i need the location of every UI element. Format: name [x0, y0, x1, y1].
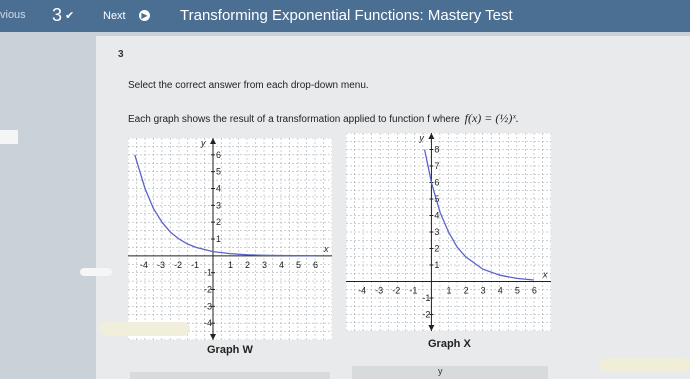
y-tick-label: -3	[204, 301, 213, 312]
x-tick-label: 6	[313, 259, 319, 270]
x-tick-label: 1	[228, 259, 234, 270]
next-arrow-icon[interactable]: ▶	[139, 10, 150, 21]
y-tick-label: 5	[216, 166, 222, 177]
graph-w	[128, 138, 332, 340]
screen-glare	[100, 322, 190, 336]
function-formula: f(x) = (½)ˣ.	[464, 111, 519, 125]
y-tick-label: -4	[204, 318, 213, 329]
next-button[interactable]: Next	[103, 10, 126, 22]
y-tick-label: 2	[216, 217, 222, 228]
x-tick-label: 6	[531, 285, 537, 296]
x-tick-label: 5	[296, 259, 302, 270]
graph-w-caption: Graph W	[207, 344, 253, 356]
previous-button[interactable]: vious	[0, 9, 26, 21]
x-tick-label: -4	[140, 259, 149, 270]
screen-glare	[80, 268, 112, 276]
x-tick-label: 1	[446, 285, 452, 296]
x-tick-label: -3	[375, 285, 384, 296]
y-axis-label: y	[201, 138, 206, 148]
x-tick-label: 2	[463, 285, 469, 296]
screen-glare	[0, 130, 18, 144]
y-tick-label: -2	[204, 284, 213, 295]
y-tick-label: 8	[434, 144, 440, 155]
y-tick-label: 6	[216, 149, 222, 160]
y-tick-label: -1	[204, 267, 213, 278]
y-tick-label: -2	[422, 309, 431, 320]
x-tick-label: 5	[514, 285, 520, 296]
y-tick-label: 2	[434, 243, 440, 254]
x-tick-label: 4	[279, 259, 285, 270]
prompt-text: Each graph shows the result of a transformation applied to function f where	[128, 114, 460, 125]
chevron-down-icon[interactable]: ✔	[65, 10, 75, 22]
question-number-selector[interactable]: 3	[52, 5, 63, 25]
y-tick-label: 5	[434, 194, 440, 204]
x-tick-label: 3	[480, 285, 486, 296]
screen-glare	[600, 358, 690, 372]
x-axis-label: x	[324, 243, 329, 254]
question-badge: 3	[118, 49, 124, 60]
x-tick-label: -2	[392, 285, 401, 296]
x-tick-label: -2	[174, 259, 183, 270]
x-tick-label: 2	[245, 259, 251, 270]
graph-x-caption: Graph X	[428, 338, 471, 350]
y-tick-label: 4	[434, 210, 440, 221]
x-tick-label: -3	[157, 259, 166, 270]
y-tick-label: 7	[434, 161, 440, 171]
next-graph-box	[130, 372, 330, 379]
instruction-text: Select the correct answer from each drop-down menu.	[128, 80, 369, 91]
x-tick-label: 3	[262, 259, 268, 270]
next-graph-box	[352, 366, 548, 379]
y-tick-label: 4	[216, 183, 222, 194]
y-tick-label: 6	[434, 177, 440, 188]
x-tick-label: -1	[409, 285, 418, 296]
x-tick-label: -1	[191, 259, 200, 270]
y-tick-label: -1	[422, 293, 431, 303]
question-prompt	[128, 111, 519, 126]
next-graph-y-label: y	[438, 366, 443, 376]
y-tick-label: 3	[434, 227, 440, 237]
x-tick-label: 4	[497, 285, 503, 296]
y-tick-label: 1	[434, 260, 440, 270]
y-tick-label: 1	[216, 234, 222, 244]
y-tick-label: 3	[216, 200, 222, 211]
y-axis-label: y	[419, 133, 424, 143]
x-axis-label: x	[543, 269, 548, 280]
graph-x	[346, 133, 551, 331]
x-tick-label: -4	[358, 285, 367, 296]
top-navigation-bar	[0, 0, 690, 32]
test-title: Transforming Exponential Functions: Mastery Test	[180, 7, 513, 24]
